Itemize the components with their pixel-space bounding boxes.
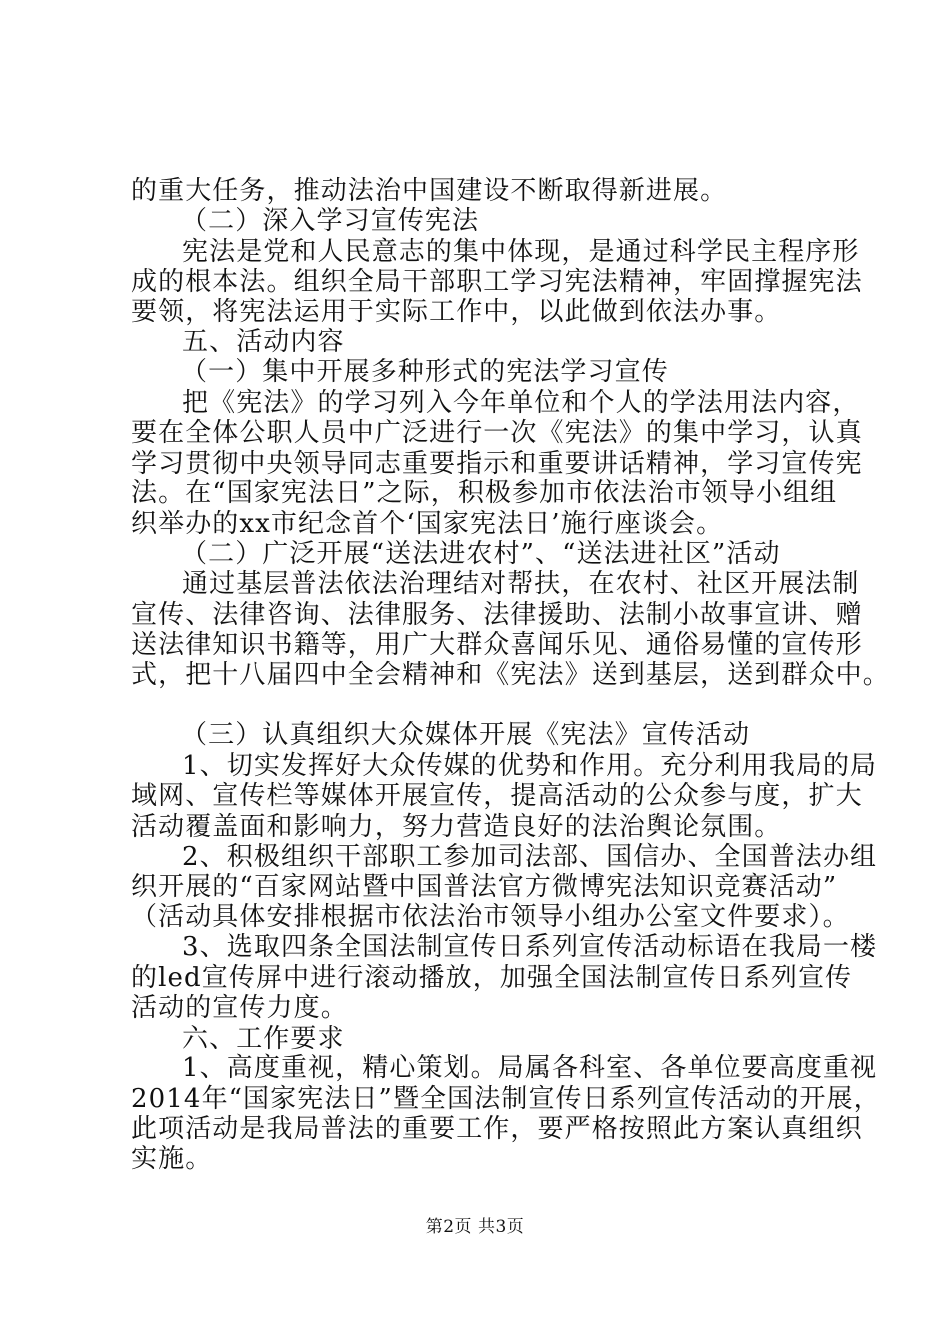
section-heading: （二）深入学习宣传宪法	[181, 205, 480, 236]
body-line: 宣传、法律咨询、法律服务、法律援助、法制小故事宣讲、赠	[131, 599, 863, 630]
section-heading: （一）集中开展多种形式的宪法学习宣传	[181, 357, 669, 388]
body-line: （活动具体安排根据市依法治市领导小组办公室文件要求）。	[131, 902, 850, 933]
section-heading: 六、工作要求	[182, 1023, 345, 1054]
body-line: 通过基层普法依法治理结对帮扶，在农村、社区开展法制	[182, 569, 860, 599]
page-number-footer: 第2页 共3页	[425, 1217, 525, 1237]
body-line: 法。在“国家宪法日”之际，积极参加市依法治市领导小组组	[131, 478, 838, 509]
body-line: 把《宪法》的学习列入今年单位和个人的学法用法内容，	[182, 387, 860, 418]
body-line: 织举办的xx市纪念首个‘国家宪法日’施行座谈会。	[131, 509, 724, 540]
body-line: 活动的宣传力度。	[131, 992, 348, 1023]
body-line: 送法律知识书籍等，用广大群众喜闻乐见、通俗易懂的宣传形	[131, 629, 863, 660]
body-line: 2014年“国家宪法日”暨全国法制宣传日系列宣传活动的开展，	[131, 1084, 881, 1115]
body-line: 此项活动是我局普法的重要工作，要严格按照此方案认真组织	[131, 1114, 863, 1145]
body-line: 织开展的“百家网站暨中国普法官方微博宪法知识竞赛活动”	[131, 872, 838, 903]
body-line: 学习贯彻中央领导同志重要指示和重要讲话精神，学习宣传宪	[131, 448, 863, 479]
body-line: 1、高度重视，精心策划。局属各科室、各单位要高度重视	[182, 1053, 878, 1084]
section-heading: （二）广泛开展“送法进农村”、“送法进社区”活动	[181, 539, 781, 570]
body-line: 的led宣传屏中进行滚动播放，加强全国法制宣传日系列宣传	[131, 962, 853, 993]
body-line: 2、积极组织干部职工参加司法部、国信办、全国普法办组	[182, 841, 878, 872]
body-line: 要领，将宪法运用于实际工作中，以此做到依法办事。	[131, 297, 782, 328]
body-line: 式，把十八届四中全会精神和《宪法》送到基层，送到群众中。	[131, 660, 890, 691]
section-heading: （三）认真组织大众媒体开展《宪法》宣传活动	[181, 720, 751, 751]
body-line: 域网、宣传栏等媒体开展宣传，提高活动的公众参与度，扩大	[131, 780, 863, 811]
body-line: 实施。	[131, 1144, 213, 1174]
section-heading: 五、活动内容	[182, 327, 345, 358]
body-line: 的重大任务，推动法治中国建设不断取得新进展。	[131, 176, 728, 206]
body-line: 成的根本法。组织全局干部职工学习宪法精神，牢固撑握宪法	[131, 267, 863, 298]
body-line: 宪法是党和人民意志的集中体现，是通过科学民主程序形	[182, 236, 860, 267]
body-line: 3、选取四条全国法制宣传日系列宣传活动标语在我局一楼	[182, 932, 878, 963]
body-line: 活动覆盖面和影响力，努力营造良好的法治舆论氛围。	[131, 811, 782, 842]
body-line: 1、切实发挥好大众传媒的优势和作用。充分利用我局的局	[182, 750, 878, 781]
body-line: 要在全体公职人员中广泛进行一次《宪法》的集中学习，认真	[131, 417, 863, 448]
